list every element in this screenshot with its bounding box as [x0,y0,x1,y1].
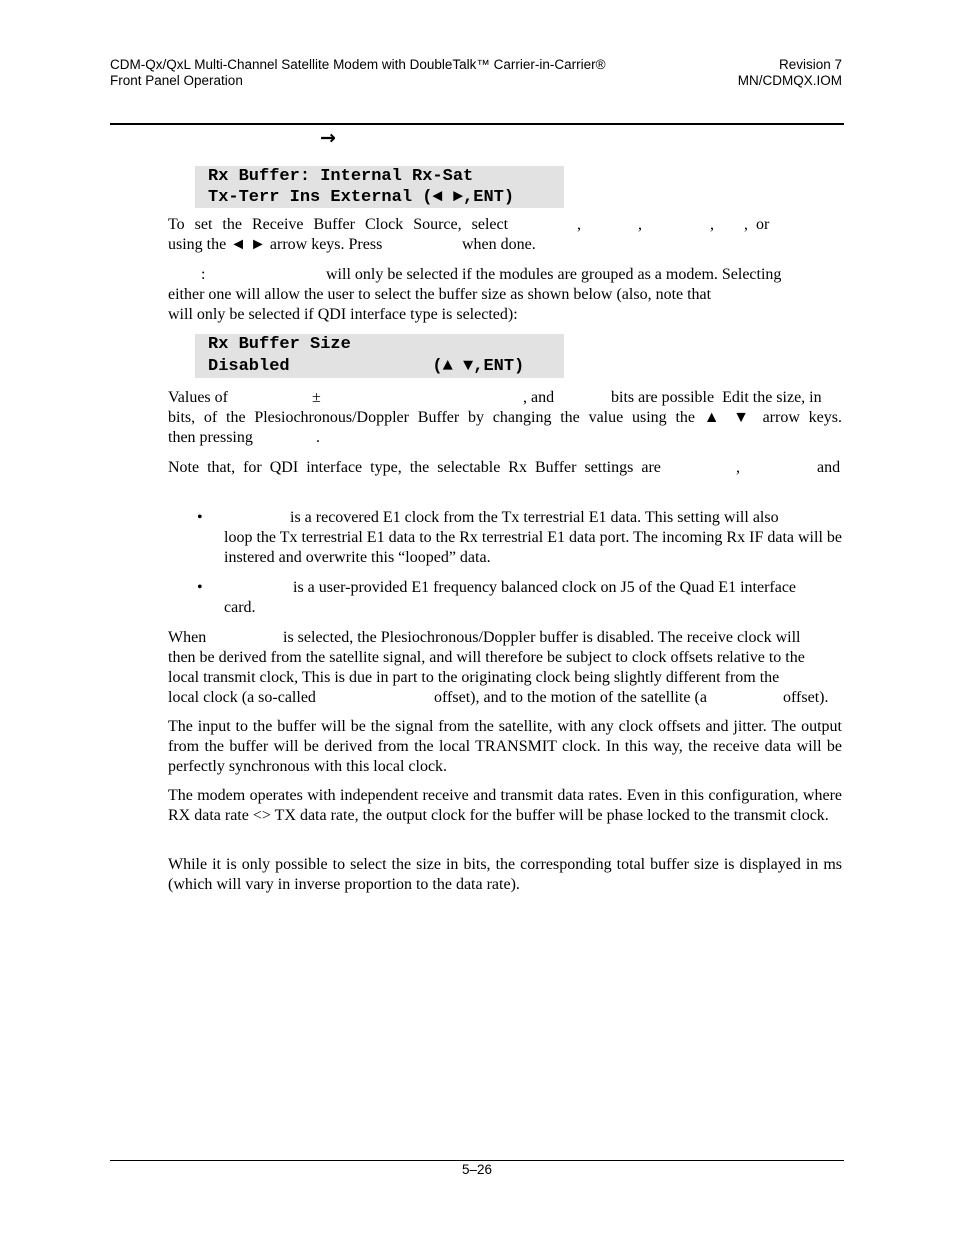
para5-line1: is selected, the Plesiochronous/Doppler buffer is disabled. The receive clock will [283,629,801,646]
para4-comma: , [736,459,740,476]
header-doc-title: CDM-Qx/QxL Multi-Channel Satellite Modem with DoubleTalk™ Carrier-in-Carrier® [110,57,606,72]
para5-line3: local transmit clock, This is due in part to the originating clock being slightly different from the [168,669,780,686]
bullet2-line1: is a user-provided E1 frequency balanced clock on J5 of the Quad E1 interface [293,579,797,596]
para2-line2: either one will allow the user to select the buffer size as shown below (also, note that [168,286,712,303]
bullet-glyph: • [197,509,203,526]
lcd-line-1: Rx Buffer: Internal Rx-Sat [208,167,474,186]
para6: The input to the buffer will be the signal from the satellite, with any clock offsets and jitter. The output from the buffer will be derived from the local TRANSMIT clock. In this way, the receive data will be perfectly synchronous with this local clock. [168,718,842,775]
para1-or: , or [744,216,770,233]
para5-line4-c: offset). [783,689,829,706]
para2-line1: will only be selected if the modules are grouped as a modem. Selecting [326,266,782,283]
para7: The modem operates with independent receive and transmit data rates. Even in this configuration, where RX data rate <> TX data rate, the output clock for the buffer will be phase locked to the transmit clock. [168,787,842,824]
para4-text: Note that, for QDI interface type, the selectable Rx Buffer settings are [168,459,661,476]
para3-plus-minus: ± [312,389,321,406]
para1-comma-3: , [710,216,714,233]
lcd-display-rx-buffer [195,166,564,208]
para3-line2: bits, of the Plesiochronous/Doppler Buffer by changing the value using the ▲ ▼ arrow keys. [168,409,842,426]
para4-and: and [817,459,841,476]
lcd-line-1: Rx Buffer Size [208,335,351,354]
para5-when: When [168,629,207,646]
para3-line3: then pressing [168,429,253,446]
footer-rule [110,1160,844,1161]
bullet1-rest: loop the Tx terrestrial E1 data to the Rx terrestrial E1 data port. The incoming Rx IF data will be instered and overwrite this “looped” data. [224,529,842,566]
para2-line3: will only be selected if QDI interface type is selected): [168,306,518,323]
para3-bits: bits are possible Edit the size, in [611,389,822,406]
menu-path-arrow-icon: → [320,127,336,149]
para5-line2: then be derived from the satellite signal, and will therefore be subject to clock offsets relative to the [168,649,805,666]
running-header-right [738,57,842,89]
para1-line2: using the ◄ ► arrow keys. Press [168,236,383,253]
lcd-display-rx-buffer-size [195,334,564,378]
header-section-title: Front Panel Operation [110,73,243,88]
para2-colon: : [201,266,206,283]
para1-comma-1: , [577,216,581,233]
header-doc-number: MN/CDMQX.IOM [737,73,842,88]
page-number: 5–26 [461,1162,493,1177]
para5-line4-a: local clock (a so-called [168,689,316,706]
para8: While it is only possible to select the size in bits, the corresponding total buffer size is displayed in ms (which will vary in inverse proportion to the data rate). [168,856,842,893]
para3-values-of: Values of [168,389,228,406]
para5-line4-b: offset), and to the motion of the satellite (a [434,689,707,706]
para3-and: , and [523,389,555,406]
running-header-left [110,57,606,89]
para1-comma-2: , [638,216,642,233]
lcd-line-2: Disabled (▲ ▼,ENT) [208,357,525,376]
para3-period: . [316,429,320,446]
bullet1-line1: is a recovered E1 clock from the Tx terrestrial E1 data. This setting will also [290,509,779,526]
para1-line2-end: when done. [462,236,536,253]
bullet2-rest: card. [224,599,256,616]
bullet-glyph: • [197,579,203,596]
para1-line1: To set the Receive Buffer Clock Source, select [168,216,509,233]
header-revision: Revision 7 [778,57,842,72]
lcd-line-2: Tx-Terr Ins External (◄ ►,ENT) [208,188,515,207]
header-rule [110,123,844,125]
